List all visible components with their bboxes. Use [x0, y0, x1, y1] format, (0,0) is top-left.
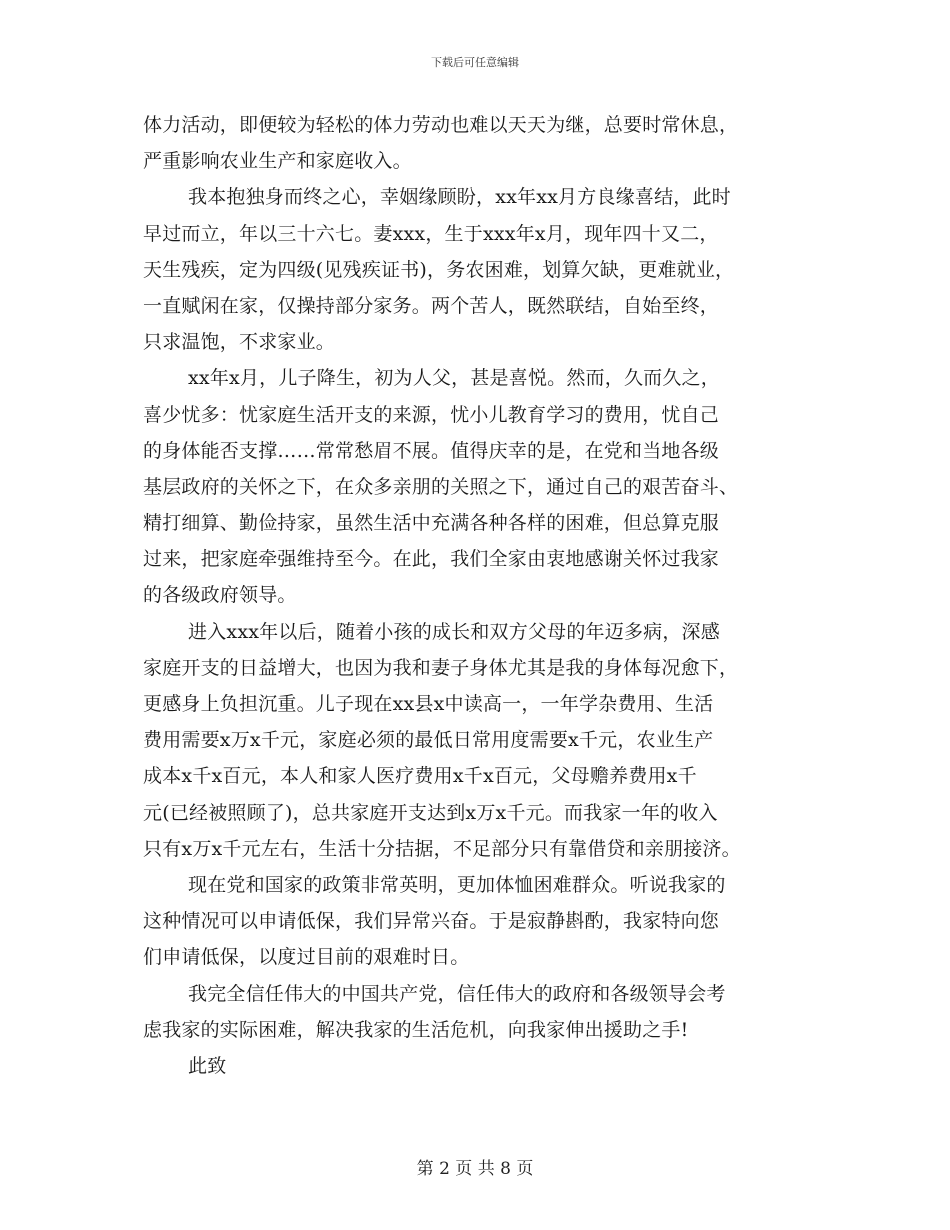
- paragraph-line: 元(已经被照顾了)，总共家庭开支达到x万x千元。而我家一年的收入: [143, 801, 718, 824]
- page-header-note: 下载后可任意编辑: [431, 56, 519, 69]
- paragraph-line: 过来，把家庭牵强维持至今。在此，我们全家由衷地感谢关怀过我家: [143, 548, 720, 571]
- paragraph-line: xx年x月，儿子降生，初为人父，甚是喜悦。然而，久而久之，: [188, 367, 720, 390]
- paragraph-line: 只有x万x千元左右，生活十分拮据，不足部分只有靠借贷和亲朋接济。: [143, 837, 741, 860]
- paragraph-line: 一直赋闲在家，仅操持部分家务。两个苦人，既然联结，自始至终，: [143, 294, 720, 317]
- paragraph-line: 精打细算、勤俭持家，虽然生活中充满各种各样的困难，但总算克服: [143, 512, 720, 535]
- paragraph-line: 成本x千x百元，本人和家人医疗费用x千x百元，父母赡养费用x千: [143, 765, 697, 788]
- paragraph-line: 早过而立，年以三十六七。妻xxx，生于xxx年x月，现年四十又二，: [143, 222, 719, 245]
- paragraph-line: 的身体能否支撑……常常愁眉不展。值得庆幸的是，在党和当地各级: [143, 439, 720, 462]
- page-number-footer: 第 2 页 共 8 页: [416, 1159, 534, 1179]
- paragraph-line: 基层政府的关怀之下，在众多亲朋的关照之下，通过自己的艰苦奋斗、: [143, 475, 739, 498]
- paragraph-line: 我本抱独身而终之心，幸姻缘顾盼，xx年xx月方良缘喜结，此时: [188, 186, 731, 209]
- closing-line: 此致: [188, 1054, 227, 1077]
- paragraph-line: 我完全信任伟大的中国共产党，信任伟大的政府和各级领导会考: [188, 982, 726, 1005]
- paragraph-line: 现在党和国家的政策非常英明，更加体恤困难群众。听说我家的: [188, 873, 726, 896]
- paragraph-line: 更感身上负担沉重。儿子现在xx县x中读高一，一年学杂费用、生活: [143, 693, 714, 715]
- document-body: [143, 107, 833, 1084]
- paragraph-line: 的各级政府领导。: [143, 584, 297, 607]
- paragraph-line: 费用需要x万x千元，家庭必须的最低日常用度需要x千元，农业生产: [143, 729, 714, 752]
- paragraph-line: 天生残疾，定为四级(见残疾证书)，务农困难，划算欠缺，更难就业，: [143, 258, 735, 281]
- paragraph-line: 这种情况可以申请低保，我们异常兴奋。于是寂静斟酌，我家特向您: [143, 910, 720, 933]
- paragraph-line: 虑我家的实际困难，解决我家的生活危机，向我家伸出援助之手!: [143, 1018, 689, 1041]
- paragraph-line: 只求温饱，不求家业。: [143, 331, 336, 354]
- paragraph-line: 进入xxx年以后，随着小孩的成长和双方父母的年迈多病，深感: [188, 620, 720, 643]
- paragraph-line: 严重影响农业生产和家庭收入。: [143, 150, 412, 173]
- paragraph-line: 们申请低保，以度过目前的艰难时日。: [143, 946, 470, 969]
- paragraph-line: 家庭开支的日益增大，也因为我和妻子身体尤其是我的身体每况愈下，: [143, 656, 739, 679]
- paragraph-line: 喜少忧多：忧家庭生活开支的来源，忧小儿教育学习的费用，忧自己: [143, 403, 720, 426]
- paragraph-line: 体力活动，即便较为轻松的体力劳动也难以天天为继，总要时常休息，: [143, 114, 739, 136]
